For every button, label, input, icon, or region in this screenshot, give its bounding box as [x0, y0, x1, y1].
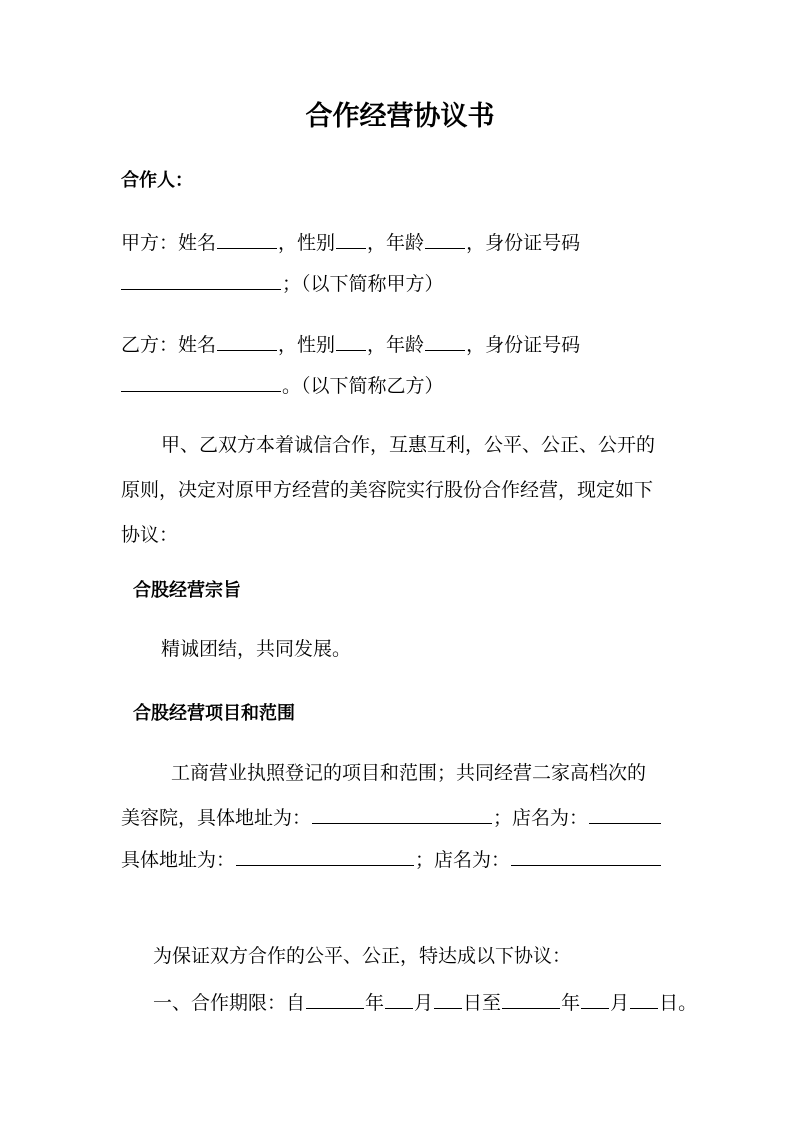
party-b-label: 乙方： — [121, 334, 179, 356]
party-a-id-label: ，身份证号码 — [466, 232, 581, 254]
partners-heading: 合作人： — [121, 170, 193, 191]
party-a-name-blank[interactable] — [217, 231, 277, 249]
section2-line3 — [121, 848, 662, 870]
document-title: 合作经营协议书 — [305, 101, 495, 132]
party-b-name-label: 姓名 — [178, 334, 217, 356]
term-prefix: 一、合作期限：自 — [153, 992, 306, 1014]
party-b-gender-blank[interactable] — [336, 333, 366, 351]
term-end-year-blank[interactable] — [502, 991, 560, 1009]
party-b-age-blank[interactable] — [425, 333, 465, 351]
party-a-id-blank[interactable] — [121, 272, 281, 290]
party-b-line1 — [121, 333, 580, 355]
term-day2: 日。 — [659, 992, 698, 1014]
term-end-day-blank[interactable] — [630, 991, 658, 1009]
party-a-line1 — [121, 231, 580, 253]
party-b-gender-label: ，性别 — [278, 334, 336, 356]
section2-heading: 合股经营项目和范围 — [133, 703, 295, 724]
term-month2: 月 — [610, 992, 630, 1014]
party-a-gender-blank[interactable] — [336, 231, 366, 249]
intro-line3: 协议： — [121, 524, 179, 546]
term-month1: 月 — [414, 992, 434, 1014]
section2-line1: 工商营业执照登记的项目和范围；共同经营二家高档次的 — [171, 762, 647, 784]
section1-text: 精诚团结，共同发展。 — [161, 638, 352, 660]
party-a-gender-label: ，性别 — [278, 232, 336, 254]
term-start-month-blank[interactable] — [385, 991, 413, 1009]
party-a-line2 — [121, 272, 444, 294]
party-b-id-label: ，身份证号码 — [466, 334, 581, 356]
address1-label: 美容院，具体地址为： — [121, 807, 312, 829]
shop1-blank[interactable] — [589, 806, 661, 824]
intro-line2: 原则，决定对原甲方经营的美容院实行股份合作经营，现定如下 — [121, 479, 654, 501]
term-line — [153, 991, 697, 1013]
shop2-blank[interactable] — [511, 848, 661, 866]
agreement-intro: 为保证双方合作的公平、公正，特达成以下协议： — [153, 945, 572, 967]
party-b-name-blank[interactable] — [217, 333, 277, 351]
term-year1: 年 — [365, 992, 385, 1014]
address1-blank[interactable] — [312, 806, 492, 824]
term-start-year-blank[interactable] — [306, 991, 364, 1009]
term-start-day-blank[interactable] — [434, 991, 462, 1009]
party-b-alias: 。（以下简称乙方） — [282, 375, 444, 397]
party-b-line2 — [121, 374, 444, 396]
term-end-month-blank[interactable] — [581, 991, 609, 1009]
party-b-id-blank[interactable] — [121, 374, 281, 392]
term-year2: 年 — [561, 992, 581, 1014]
address2-blank[interactable] — [236, 848, 414, 866]
party-a-age-blank[interactable] — [425, 231, 465, 249]
section2-line2 — [121, 806, 662, 828]
shop2-label: ；店名为： — [415, 849, 511, 871]
party-a-name-label: 姓名 — [178, 232, 217, 254]
shop1-label: ；店名为： — [493, 807, 589, 829]
party-a-age-label: ，年龄 — [367, 232, 425, 254]
party-b-age-label: ，年龄 — [367, 334, 425, 356]
party-a-alias: ；（以下简称甲方） — [282, 273, 444, 295]
intro-line1: 甲、乙双方本着诚信合作，互惠互利，公平、公正、公开的 — [161, 434, 656, 456]
term-day1: 日至 — [463, 992, 502, 1014]
section1-heading: 合股经营宗旨 — [133, 580, 241, 601]
party-a-label: 甲方： — [121, 232, 179, 254]
address2-label: 具体地址为： — [121, 849, 236, 871]
